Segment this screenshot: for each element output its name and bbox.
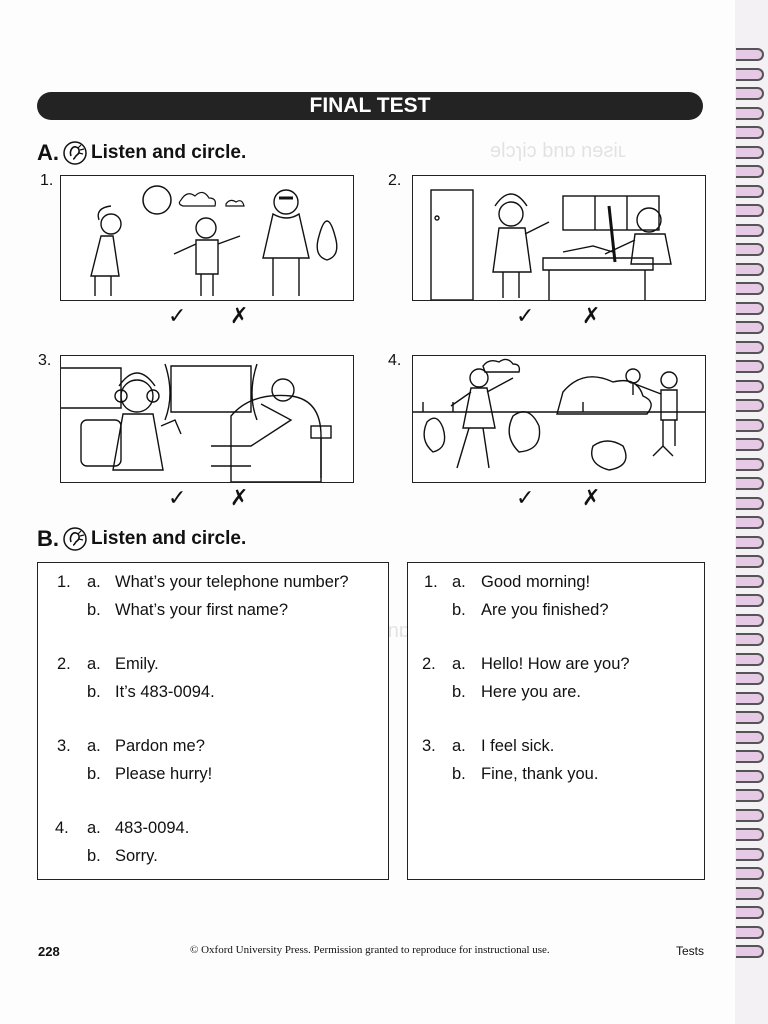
question-3-option-a[interactable] [422, 737, 700, 759]
spiral-coil [736, 243, 764, 256]
spiral-coil [736, 107, 764, 120]
spiral-coil [736, 906, 764, 919]
listening-ear-icon [63, 141, 87, 165]
spiral-coil [736, 867, 764, 880]
spiral-coil [736, 185, 764, 198]
option-text: Emily. [115, 655, 159, 673]
spiral-coil [736, 828, 764, 841]
option-text: What’s your first name? [115, 601, 289, 619]
spiral-coil [736, 945, 764, 958]
spiral-coil [736, 224, 764, 237]
cross-mark-icon[interactable]: ✗ [230, 303, 249, 328]
spiral-coil [736, 516, 764, 529]
spiral-coil [736, 263, 764, 276]
option-letter: b. [452, 765, 466, 783]
picture-3-sick-child-scene [60, 355, 354, 483]
item-number: 4. [55, 819, 69, 837]
option-text: Pardon me? [115, 737, 205, 755]
spiral-coil [736, 282, 764, 295]
spiral-coil [736, 750, 764, 763]
question-1-option-b[interactable] [57, 601, 387, 623]
option-text: Sorry. [115, 847, 158, 865]
section-b-instruction: Listen and circle. [91, 528, 247, 549]
spiral-coil [736, 146, 764, 159]
spiral-coil [736, 438, 764, 451]
spiral-coil [736, 321, 764, 334]
spiral-coil [736, 48, 764, 61]
spiral-coil [736, 731, 764, 744]
item-number: 3. [57, 737, 71, 755]
option-letter: b. [452, 601, 466, 619]
section-label: Tests [676, 944, 705, 958]
item-number: 2. [422, 655, 436, 673]
section-b-letter: B. [37, 526, 59, 551]
option-text: I feel sick. [481, 737, 555, 755]
section-a-letter: A. [37, 140, 59, 165]
option-letter: a. [452, 655, 466, 673]
spiral-coil [736, 711, 764, 724]
illustration-children-and-man [61, 176, 353, 300]
question-3-option-a[interactable] [57, 737, 387, 759]
spiral-coil [736, 926, 764, 939]
option-letter: a. [87, 573, 101, 591]
spiral-coil [736, 165, 764, 178]
spiral-coil [736, 575, 764, 588]
spiral-coil [736, 497, 764, 510]
option-text: Fine, thank you. [481, 765, 599, 783]
spiral-coil [736, 633, 764, 646]
title-banner [37, 92, 703, 120]
spiral-coil [736, 360, 764, 373]
option-text: Good morning! [481, 573, 591, 591]
spiral-coil [736, 789, 764, 802]
item-number: 2. [57, 655, 71, 673]
option-letter: a. [452, 573, 466, 591]
option-letter: b. [87, 683, 101, 701]
spiral-coil [736, 594, 764, 607]
copyright-notice: © Oxford University Press. Permission granted to reproduce for instructional use. [190, 944, 550, 956]
spiral-coil [736, 477, 764, 490]
picture-number: 3. [38, 352, 52, 369]
picture-1-greeting-scene [60, 175, 354, 301]
cross-mark-icon[interactable]: ✗ [230, 485, 249, 510]
picture-4-park-scene [412, 355, 706, 483]
picture-number: 1. [40, 172, 54, 189]
section-a-instruction: Listen and circle. [91, 142, 247, 163]
option-text: Hello! How are you? [481, 655, 630, 673]
picture-number: 4. [388, 352, 402, 369]
option-letter: a. [87, 655, 101, 673]
spiral-coil [736, 536, 764, 549]
check-mark-icon[interactable]: ✓ [516, 485, 535, 510]
cross-mark-icon[interactable]: ✗ [582, 303, 601, 328]
question-2-option-b[interactable] [422, 683, 700, 705]
bleed-through-text: ɘlɔɿiɔ bnɒ nɘƨiʟ [490, 140, 626, 162]
question-3-option-b[interactable] [57, 765, 387, 787]
illustration-students-at-desk [413, 176, 705, 300]
question-1-option-b[interactable] [424, 601, 700, 623]
spiral-coil [736, 87, 764, 100]
option-letter: b. [452, 683, 466, 701]
question-2-option-b[interactable] [57, 683, 387, 705]
section-b-left-box [37, 562, 389, 880]
spiral-coil [736, 204, 764, 217]
spiral-coil [736, 68, 764, 81]
section-a-heading [37, 140, 246, 166]
question-2-option-a[interactable] [422, 655, 700, 677]
spiral-coil [736, 672, 764, 685]
option-text: 483-0094. [115, 819, 190, 837]
spiral-coil [736, 302, 764, 315]
spiral-coil [736, 770, 764, 783]
check-mark-icon[interactable]: ✓ [168, 485, 187, 510]
question-4-option-a[interactable] [55, 819, 385, 841]
option-text: Are you finished? [481, 601, 609, 619]
spiral-coil [736, 887, 764, 900]
question-1-option-a[interactable] [424, 573, 700, 595]
option-text: It’s 483-0094. [115, 683, 215, 701]
option-letter: a. [87, 737, 101, 755]
section-b-right-box [407, 562, 705, 880]
spiral-coil [736, 692, 764, 705]
option-letter: a. [87, 819, 101, 837]
option-text: Please hurry! [115, 765, 213, 783]
spiral-coil [736, 399, 764, 412]
question-3-option-b[interactable] [422, 765, 700, 787]
spiral-coil [736, 419, 764, 432]
picture-number: 2. [388, 172, 402, 189]
spiral-binding [732, 40, 768, 970]
spiral-coil [736, 380, 764, 393]
listening-ear-icon [63, 527, 87, 551]
spiral-coil [736, 809, 764, 822]
spiral-coil [736, 614, 764, 627]
option-letter: b. [87, 601, 101, 619]
illustration-children-in-park [413, 356, 705, 482]
question-2-option-a[interactable] [57, 655, 387, 677]
spiral-coil [736, 848, 764, 861]
spiral-coil [736, 555, 764, 568]
question-1-option-a[interactable] [57, 573, 387, 595]
item-number: 1. [424, 573, 438, 591]
spiral-coil [736, 653, 764, 666]
question-4-option-b[interactable] [55, 847, 385, 869]
option-letter: a. [452, 737, 466, 755]
option-letter: b. [87, 765, 101, 783]
illustration-girl-and-sick-boy [61, 356, 353, 482]
item-number: 3. [422, 737, 436, 755]
spiral-coil [736, 341, 764, 354]
spiral-coil [736, 126, 764, 139]
cross-mark-icon[interactable]: ✗ [582, 485, 601, 510]
item-number: 1. [57, 573, 71, 591]
option-text: Here you are. [481, 683, 581, 701]
check-mark-icon[interactable]: ✓ [168, 303, 187, 328]
option-text: What’s your telephone number? [115, 573, 349, 591]
spiral-coil [736, 458, 764, 471]
picture-2-classroom-scene [412, 175, 706, 301]
check-mark-icon[interactable]: ✓ [516, 303, 535, 328]
page-title: FINAL TEST [309, 94, 431, 117]
section-b-heading [37, 526, 246, 552]
option-letter: b. [87, 847, 101, 865]
page-number: 228 [38, 944, 60, 959]
